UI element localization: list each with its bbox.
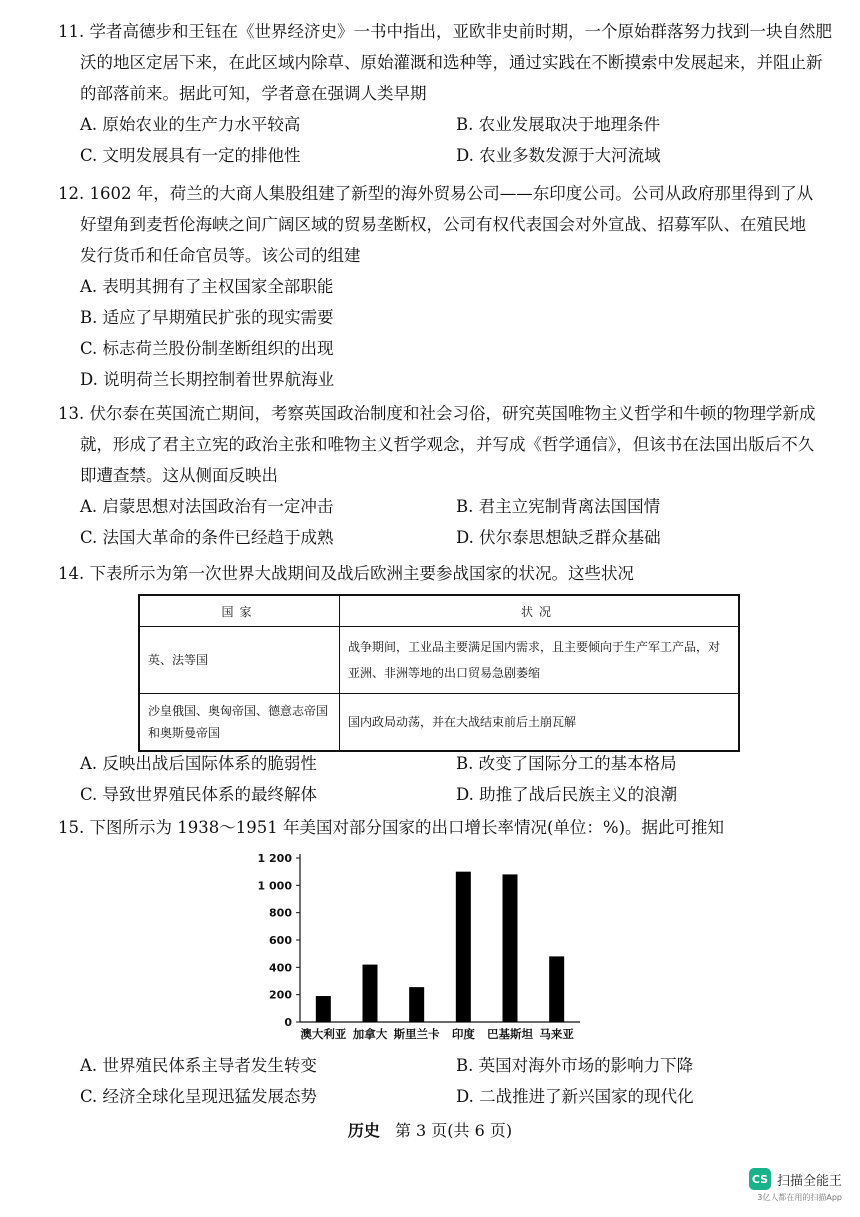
option-a[interactable]: A. 表明其拥有了主权国家全部职能 xyxy=(80,277,334,296)
table-cell-status: 国内政局动荡，并在大战结束前后土崩瓦解 xyxy=(340,694,740,752)
option-a[interactable]: A. 启蒙思想对法国政治有一定冲击 xyxy=(80,497,334,516)
table-cell-country: 沙皇俄国、奥匈帝国、德意志帝国和奥斯曼帝国 xyxy=(139,694,340,752)
page-number: 第 3 页(共 6 页) xyxy=(394,1121,513,1140)
question-13 xyxy=(58,398,816,553)
options xyxy=(58,109,810,171)
y-tick-label: 1 200 xyxy=(257,852,292,865)
options xyxy=(58,1050,810,1112)
option-b[interactable]: B. 君主立宪制背离法国国情 xyxy=(456,497,661,516)
x-tick-label: 印度 xyxy=(451,1027,475,1041)
question-stem-line: 14. 下表所示为第一次世界大战期间及战后欧洲主要参战国家的状况。这些状况 xyxy=(58,564,634,583)
x-tick-label: 巴基斯坦 xyxy=(487,1027,533,1041)
question-15 xyxy=(58,812,810,843)
option-b[interactable]: B. 改变了国际分工的基本格局 xyxy=(456,754,677,773)
option-d[interactable]: D. 助推了战后民族主义的浪潮 xyxy=(456,785,678,804)
war-status-table xyxy=(138,594,740,752)
question-stem-line: 12. 1602 年，荷兰的大商人集股组建了新型的海外贸易公司——东印度公司。公司从政府那里得到了从 xyxy=(58,184,814,203)
x-tick-label: 斯里兰卡 xyxy=(393,1027,440,1041)
y-tick-label: 200 xyxy=(269,988,292,1002)
scanner-app-name: 扫描全能王 xyxy=(776,1173,842,1189)
bar xyxy=(409,987,424,1022)
table-cell-status: 战争期间，工业品主要满足国内需求，且主要倾向于生产军工产品，对亚洲、非洲等地的出口贸易急剧萎缩 xyxy=(340,627,740,694)
x-tick-label: 加拿大 xyxy=(352,1027,388,1041)
question-12 xyxy=(58,178,814,395)
question-15-options xyxy=(58,1050,810,1112)
bar xyxy=(316,996,331,1022)
option-c[interactable]: C. 标志荷兰股份制垄断组织的出现 xyxy=(80,339,334,358)
x-tick-label: 马来亚 xyxy=(539,1027,574,1041)
option-c[interactable]: C. 导致世界殖民体系的最终解体 xyxy=(80,785,318,804)
option-a[interactable]: A. 反映出战后国际体系的脆弱性 xyxy=(80,754,317,773)
option-b[interactable]: B. 适应了早期殖民扩张的现实需要 xyxy=(80,308,334,327)
option-d[interactable]: D. 说明荷兰长期控制着世界航海业 xyxy=(80,370,335,389)
option-a[interactable]: A. 世界殖民体系主导者发生转变 xyxy=(80,1056,317,1075)
option-a[interactable]: A. 原始农业的生产力水平较高 xyxy=(80,115,301,134)
table-row xyxy=(139,694,739,752)
y-tick-label: 1 000 xyxy=(257,879,292,893)
scanner-watermark xyxy=(749,1168,842,1203)
export-growth-bar-chart xyxy=(250,846,590,1046)
table-header: 国家 xyxy=(139,595,340,627)
bar xyxy=(456,872,471,1022)
y-tick-label: 800 xyxy=(269,906,292,920)
y-tick-label: 600 xyxy=(269,934,292,947)
option-d[interactable]: D. 伏尔泰思想缺乏群众基础 xyxy=(456,528,661,547)
question-stem-line: 沃的地区定居下来，在此区域内除草、原始灌溉和选种等，通过实践在不断摸索中发展起来，并阻止新 xyxy=(80,53,823,72)
options xyxy=(58,748,810,810)
question-stem-line: 15. 下图所示为 1938～1951 年美国对部分国家的出口增长率情况(单位：%)。据此可推知 xyxy=(58,818,725,837)
option-c[interactable]: C. 文明发展具有一定的排他性 xyxy=(80,146,301,165)
question-stem-line: 11. 学者高德步和王钰在《世界经济史》一书中指出，亚欧非史前时期，一个原始群落努力找到一块自然肥 xyxy=(58,22,832,41)
y-tick-label: 0 xyxy=(284,1016,292,1029)
option-c[interactable]: C. 经济全球化呈现迅猛发展态势 xyxy=(80,1087,318,1106)
table-row xyxy=(139,627,739,694)
options xyxy=(58,491,810,553)
subject-label: 历史 xyxy=(347,1121,380,1140)
option-d[interactable]: D. 农业多数发源于大河流域 xyxy=(456,146,661,165)
question-stem-line: 好望角到麦哲伦海峡之间广阔区域的贸易垄断权，公司有权代表国会对外宣战、招募军队、在殖民地 xyxy=(80,215,806,234)
bar xyxy=(549,956,564,1022)
option-d[interactable]: D. 二战推进了新兴国家的现代化 xyxy=(456,1087,694,1106)
table-cell-country: 英、法等国 xyxy=(139,627,340,694)
question-14-options xyxy=(58,748,810,810)
question-stem-line: 发行货币和任命官员等。该公司的组建 xyxy=(80,246,361,265)
camscanner-logo-icon: CS xyxy=(749,1168,771,1190)
question-stem-line: 13. 伏尔泰在英国流亡期间，考察英国政治制度和社会习俗，研究英国唯物主义哲学和牛顿的物理学新成 xyxy=(58,404,816,423)
question-11 xyxy=(58,16,832,171)
scanner-tagline: 3亿人都在用的扫描App xyxy=(757,1193,842,1202)
question-stem-line: 就，形成了君主立宪的政治主张和唯物主义哲学观念，并写成《哲学通信》，但该书在法国出版后不久 xyxy=(80,435,815,454)
option-c[interactable]: C. 法国大革命的条件已经趋于成熟 xyxy=(80,528,334,547)
question-stem-line: 即遭查禁。这从侧面反映出 xyxy=(80,466,278,485)
option-b[interactable]: B. 英国对海外市场的影响力下降 xyxy=(456,1056,694,1075)
table-header-row xyxy=(139,595,739,627)
bar xyxy=(363,965,378,1022)
page-footer xyxy=(0,1118,860,1141)
options xyxy=(58,271,810,395)
question-14 xyxy=(58,558,810,589)
x-tick-label: 澳大利亚 xyxy=(300,1027,347,1041)
y-tick-label: 400 xyxy=(269,961,292,975)
bar xyxy=(503,874,518,1022)
question-stem-line: 的部落前来。据此可知，学者意在强调人类早期 xyxy=(80,84,427,103)
option-b[interactable]: B. 农业发展取决于地理条件 xyxy=(456,115,661,134)
table-header: 状况 xyxy=(340,595,740,627)
